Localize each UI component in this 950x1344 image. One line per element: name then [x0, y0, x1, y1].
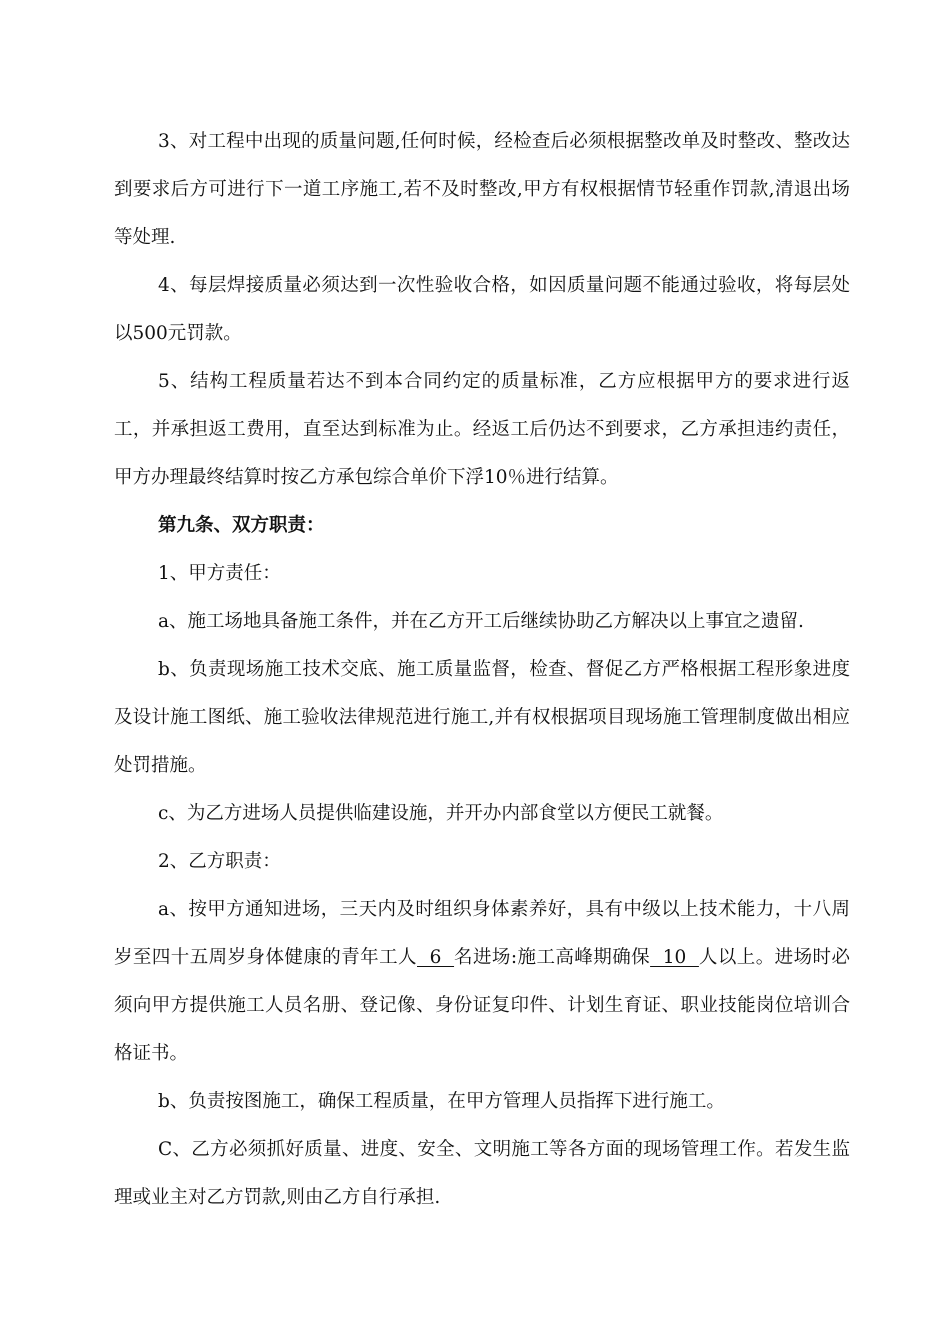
party-a-item-b: b、负责现场施工技术交底、施工质量监督，检查、督促乙方严格根据工程形象进度及设计施工图纸、施工验收法律规范进行施工,并有权根据项目现场施工管理制度做出相应处罚措施。 [114, 659, 850, 776]
party-b-responsibility-heading: 2、乙方职责： [158, 851, 281, 872]
document-body [114, 118, 850, 1222]
party-b-item-c: C、乙方必须抓好质量、进度、安全、文明施工等各方面的现场管理工作。若发生监理或业主对乙方罚款,则由乙方自行承担. [114, 1139, 850, 1208]
article-9-heading: 第九条、双方职责： [158, 515, 325, 536]
worker-count-blank: 6 [417, 947, 455, 968]
party-a-responsibility-heading: 1、甲方责任： [158, 563, 281, 584]
party-b-item-a [114, 886, 850, 1078]
party-a-item-a: a、施工场地具备施工条件，并在乙方开工后继续协助乙方解决以上事宜之遗留. [158, 611, 804, 632]
party-a-item-c: c、为乙方进场人员提供临建设施，并开办内部食堂以方便民工就餐。 [158, 803, 724, 824]
party-b-item-a-text-2: 名进场:施工高峰期确保 [454, 947, 651, 968]
clause-4-welding-quality: 4、每层焊接质量必须达到一次性验收合格，如因质量问题不能通过验收，将每层处以500元罚款。 [114, 275, 850, 344]
party-b-item-a-text-3: 人以上。进场时必须向甲方提供施工人员名册、登记像、身份证复印件、计划生育证、职业技能岗位培训合格证书。 [114, 947, 850, 1064]
clause-3-quality-rectification: 3、对工程中出现的质量问题,任何时候，经检查后必须根据整改单及时整改、整改达到要求后方可进行下一道工序施工,若不及时整改,甲方有权根据情节轻重作罚款,清退出场等处理. [114, 131, 850, 248]
party-b-item-a-text-1: a、按甲方通知进场，三天内及时组织身体素养好，具有中级以上技术能力，十八周岁至四十五周岁身体健康的青年工人 [114, 899, 850, 968]
party-b-item-b: b、负责按图施工，确保工程质量，在甲方管理人员指挥下进行施工。 [158, 1091, 725, 1112]
clause-5-structural-quality: 5、结构工程质量若达不到本合同约定的质量标准，乙方应根据甲方的要求进行返工，并承担返工费用，直至达到标准为止。经返工后仍达不到要求，乙方承担违约责任，甲方办理最终结算时按乙方承包综合单价下浮10％进行结算。 [114, 371, 850, 488]
peak-worker-count-blank: 10 [650, 947, 699, 968]
